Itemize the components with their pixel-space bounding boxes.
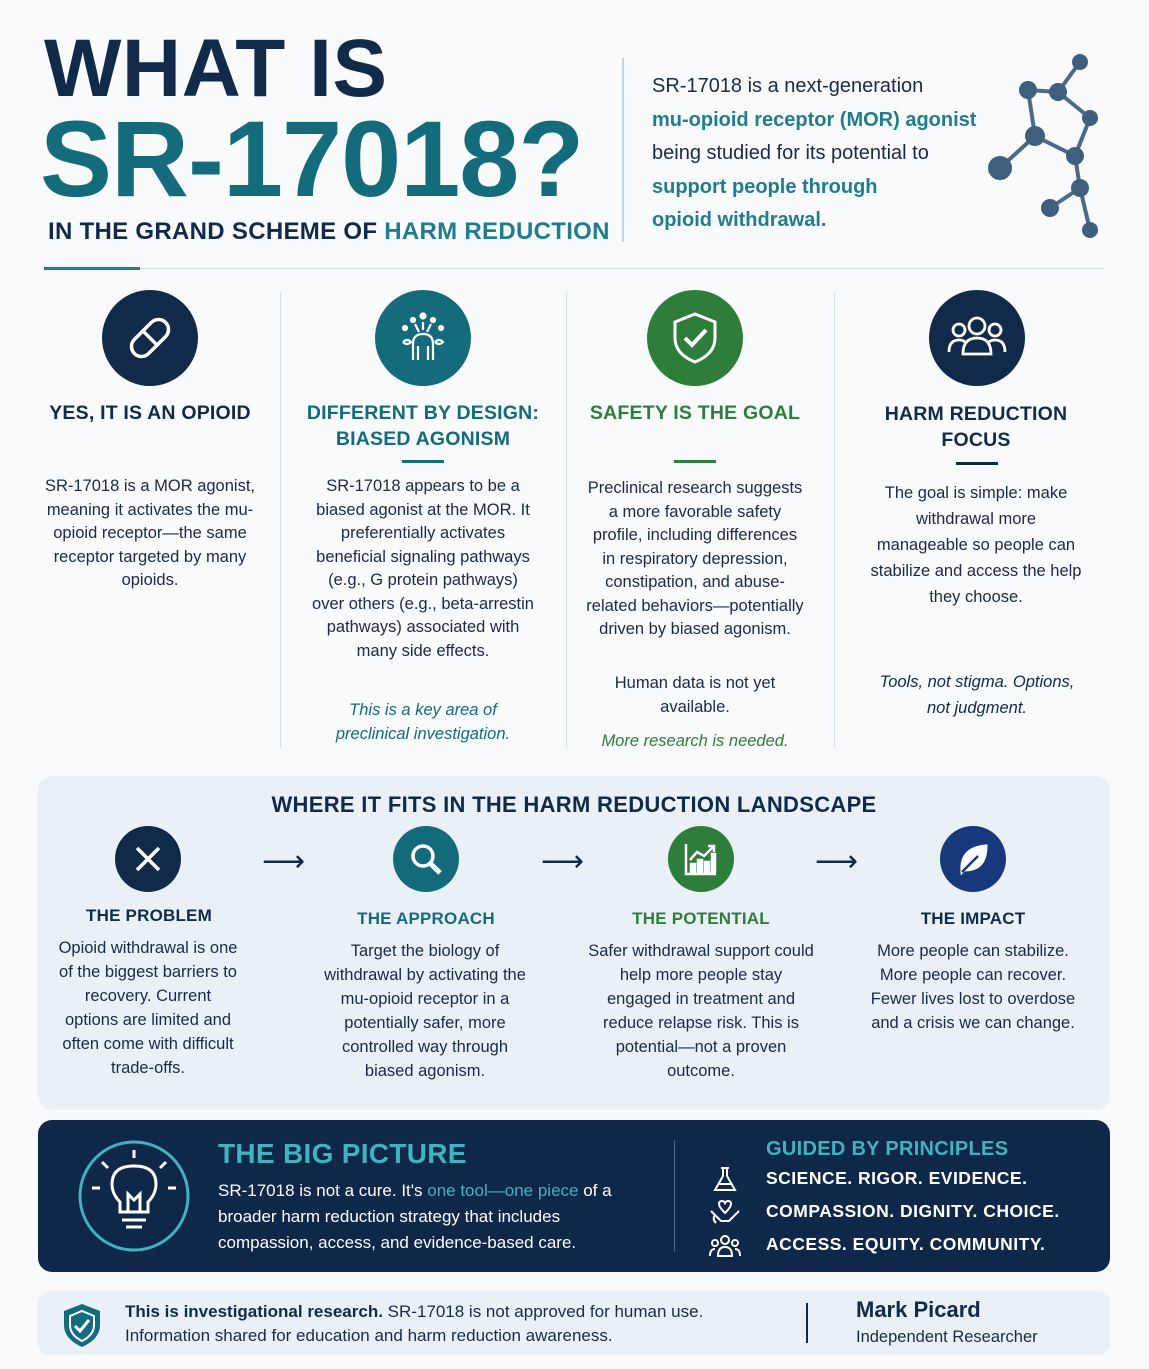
magnifier-icon xyxy=(393,826,459,892)
step-title: THE PROBLEM xyxy=(86,906,212,925)
shield-check-icon xyxy=(647,290,743,386)
footer-divider xyxy=(806,1303,808,1343)
intro-part2: being studied for its potential to xyxy=(652,142,929,164)
neuron-signaling-icon xyxy=(375,290,471,386)
column-text: The goal is simple: make withdrawal more manageable so people can stabilize and access the help they choose. xyxy=(870,484,1082,606)
leaf-icon xyxy=(940,826,1006,892)
column-title: YES, IT IS AN OPIOID xyxy=(49,402,251,424)
big-picture-text-highlight: one tool—one piece xyxy=(427,1181,579,1200)
flask-icon xyxy=(708,1166,742,1194)
header-divider xyxy=(622,58,624,242)
lightbulb-icon xyxy=(74,1136,194,1256)
header-rule xyxy=(44,268,1104,269)
column-note: More research is needed. xyxy=(601,732,789,750)
column-divider xyxy=(834,292,835,748)
column-text-secondary: Human data is not yet available. xyxy=(614,674,776,716)
people-group-icon xyxy=(929,290,1025,386)
principle-text: COMPASSION. DIGNITY. CHOICE. xyxy=(766,1201,1060,1221)
page-title-line2: SR-17018? xyxy=(40,98,584,219)
landscape-title: WHERE IT FITS IN THE HARM REDUCTION LANDSCAPE xyxy=(271,792,877,817)
disclaimer-text xyxy=(125,1300,785,1347)
flow-arrow-icon: ⟶ xyxy=(541,845,585,878)
column-title: HARM REDUCTION FOCUS xyxy=(884,403,1068,451)
principle-row xyxy=(708,1166,1088,1196)
big-picture-panel xyxy=(38,1120,1110,1272)
column-accent-bar xyxy=(402,460,444,463)
big-picture-title: THE BIG PICTURE xyxy=(218,1138,467,1169)
hands-heart-icon xyxy=(708,1199,742,1227)
intro-text xyxy=(652,70,1002,238)
author-name: Mark Picard xyxy=(856,1297,981,1322)
column-note: This is a key area of preclinical investigation. xyxy=(335,701,511,743)
flow-arrow-icon: ⟶ xyxy=(815,845,859,878)
page-title-line1: WHAT IS xyxy=(44,23,388,114)
page-subtitle xyxy=(48,218,610,246)
big-picture-divider xyxy=(674,1140,675,1252)
column-accent-bar xyxy=(956,462,998,465)
author-role: Independent Researcher xyxy=(856,1328,1038,1346)
step-title: THE POTENTIAL xyxy=(632,909,770,928)
pill-icon xyxy=(102,290,198,386)
big-picture-text-part1: SR-17018 is not a cure. It's xyxy=(218,1181,428,1200)
subtitle-prefix: IN THE GRAND SCHEME OF xyxy=(48,218,385,245)
growth-chart-icon xyxy=(668,826,734,892)
principle-text: SCIENCE. RIGOR. EVIDENCE. xyxy=(766,1168,1028,1188)
column-safety xyxy=(580,290,810,750)
column-opioid xyxy=(30,290,270,750)
step-text: More people can stabilize. More people can recover. Fewer lives lost to overdose and a crisis we can change. xyxy=(870,942,1076,1032)
column-text: SR-17018 appears to be a biased agonist at the MOR. It preferentially activates beneficial signaling pathways (e.g., G protein pathways) over others (e.g., beta-arrestin pathways) associated with many side effects. xyxy=(312,477,534,660)
column-harm-reduction xyxy=(856,290,1096,750)
header-rule-accent xyxy=(44,267,140,270)
intro-highlight2: support people through opioid withdrawal. xyxy=(652,175,878,231)
community-icon xyxy=(708,1232,742,1260)
step-text: Target the biology of withdrawal by activating the mu-opioid receptor in a potentially safer, more controlled way through biased agonism. xyxy=(324,942,526,1080)
molecule-icon xyxy=(980,48,1125,248)
column-accent-bar xyxy=(674,460,716,463)
column-biased-agonism xyxy=(298,290,548,750)
principle-row xyxy=(708,1199,1088,1229)
step-text: Safer withdrawal support could help more people stay engaged in treatment and reduce relapse risk. This is potential—not a proven outcome. xyxy=(588,942,814,1080)
column-note: Tools, not stigma. Options, not judgment. xyxy=(879,673,1075,717)
big-picture-text xyxy=(218,1178,648,1256)
intro-highlight1: mu-opioid receptor (MOR) agonist xyxy=(652,108,977,131)
column-text: SR-17018 is a MOR agonist, meaning it activates the mu-opioid receptor—the same receptor targeted by many opioids. xyxy=(44,477,255,589)
principles-title: GUIDED BY PRINCIPLES xyxy=(766,1138,1009,1160)
disclaimer-text2: Information shared for education and harm reduction awareness. xyxy=(125,1325,613,1345)
footer-panel xyxy=(38,1291,1110,1355)
step-text: Opioid withdrawal is one of the biggest barriers to recovery. Current options are limited and often come with difficult trade-offs. xyxy=(58,939,238,1077)
principle-row xyxy=(708,1232,1088,1262)
column-divider xyxy=(280,292,281,748)
disclaimer-bold: This is investigational research. xyxy=(125,1302,383,1321)
column-text: Preclinical research suggests a more favorable safety profile, including differences in respiratory depression, constipation, and abuse-related behaviors—potentially driven by biased agonism. xyxy=(586,479,804,638)
disclaimer-text1: SR-17018 is not approved for human use. xyxy=(382,1302,704,1321)
x-mark-icon xyxy=(115,826,181,892)
flow-arrow-icon: ⟶ xyxy=(262,845,306,878)
landscape-panel xyxy=(38,776,1110,1110)
subtitle-accent: HARM REDUCTION xyxy=(384,218,610,245)
big-picture-text-part2: of a broader harm reduction strategy that includes compassion, access, and evidence-based care. xyxy=(218,1181,612,1252)
shield-check-icon xyxy=(58,1301,106,1349)
intro-part1: SR-17018 is a next-generation xyxy=(652,75,924,97)
column-title: SAFETY IS THE GOAL xyxy=(589,402,801,424)
step-title: THE APPROACH xyxy=(357,909,495,928)
principle-text: ACCESS. EQUITY. COMMUNITY. xyxy=(766,1234,1046,1254)
column-title: DIFFERENT BY DESIGN: BIASED AGONISM xyxy=(306,402,540,450)
column-divider xyxy=(566,292,567,748)
step-title: THE IMPACT xyxy=(920,909,1026,928)
